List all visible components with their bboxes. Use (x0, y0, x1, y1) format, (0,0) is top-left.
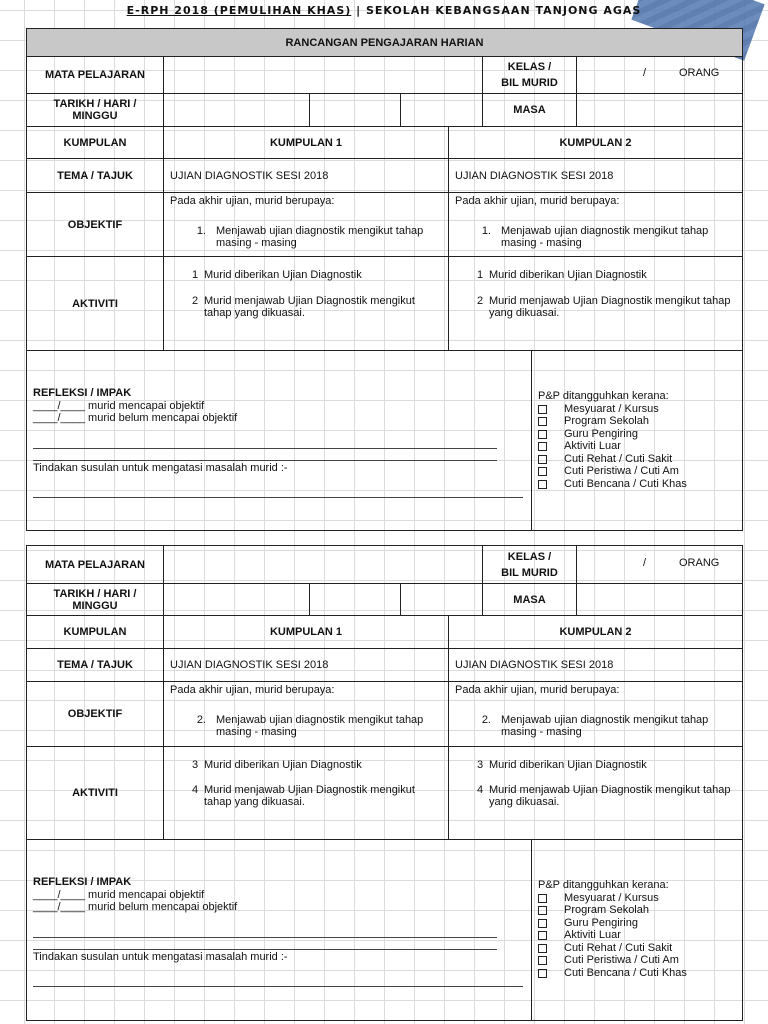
row-kumpulan (27, 127, 742, 159)
label-tarikh (27, 584, 164, 615)
refleksi-writing-line[interactable] (33, 460, 497, 461)
tema-kumpulan-1: UJIAN DIAGNOSTIK SESI 2018 (164, 159, 449, 192)
checkbox-icon[interactable] (538, 467, 547, 476)
field-hari[interactable] (310, 94, 401, 126)
label-tema: TEMA / TAJUK (27, 159, 164, 192)
pp-option[interactable] (538, 415, 649, 427)
form-title: RANCANGAN PENGAJARAN HARIAN (27, 29, 742, 57)
objektif-item (170, 714, 442, 738)
field-kelas[interactable] (577, 546, 742, 583)
row-tarikh (27, 94, 742, 127)
label-masa: MASA (483, 94, 577, 126)
pp-heading: P&P ditangguhkan kerana: (538, 879, 669, 891)
pp-option-label: Cuti Bencana / Cuti Khas (564, 478, 687, 490)
checkbox-icon[interactable] (538, 442, 547, 451)
objektif-kumpulan-1 (164, 682, 449, 746)
label-kumpulan-2: KUMPULAN 2 (559, 626, 632, 638)
aktiviti-number: 3 (477, 759, 484, 771)
pp-option[interactable] (538, 892, 659, 904)
objektif-text: Menjawab ujian diagnostik mengikut tahap masing - masing (501, 225, 709, 249)
field-mata-pelajaran[interactable] (164, 546, 483, 583)
aktiviti-item (455, 784, 736, 808)
pp-option-label: Mesyuarat / Kursus (564, 403, 659, 415)
refleksi-capai: ____/____ murid mencapai objektif (33, 400, 205, 412)
label-kumpulan: KUMPULAN (27, 616, 164, 648)
kelas-orang: ORANG (679, 67, 720, 79)
aktiviti-item (170, 784, 442, 808)
aktiviti-text: Murid diberikan Ujian Diagnostik (489, 759, 647, 771)
pp-option-label: Aktiviti Luar (564, 440, 621, 452)
checkbox-icon[interactable] (538, 906, 547, 915)
pp-option[interactable] (538, 942, 672, 954)
tindakan-susulan-label: Tindakan susulan untuk mengatasi masalah murid :- (33, 951, 288, 963)
refleksi-belum-capai: ____/____ murid belum mencapai objektif (33, 412, 238, 424)
rph-form-1 (26, 28, 743, 531)
pp-option[interactable] (538, 440, 621, 452)
objektif-intro: Pada akhir ujian, murid berupaya: (455, 684, 620, 696)
field-hari[interactable] (310, 584, 401, 615)
aktiviti-kumpulan-1 (164, 747, 449, 839)
objektif-number: 2. (196, 714, 206, 726)
checkbox-icon[interactable] (538, 455, 547, 464)
pp-option-label: Cuti Peristiwa / Cuti Am (564, 954, 679, 966)
row-aktiviti (27, 747, 742, 840)
header-separator: | (351, 4, 366, 17)
aktiviti-text: Murid menjawab Ujian Diagnostik mengikut tahap yang dikuasai. (204, 784, 415, 808)
aktiviti-text: Murid diberikan Ujian Diagnostik (204, 759, 362, 771)
field-mata-pelajaran[interactable] (164, 57, 483, 93)
aktiviti-text: Murid diberikan Ujian Diagnostik (204, 269, 362, 281)
checkbox-icon[interactable] (538, 919, 547, 928)
label-objektif: OBJEKTIF (27, 682, 164, 746)
label-tarikh-line1: TARIKH / HARI / (53, 587, 137, 600)
kelas-slash: / (643, 557, 647, 569)
checkbox-icon[interactable] (538, 931, 547, 940)
pp-option-label: Program Sekolah (564, 415, 649, 427)
refleksi-section (27, 840, 532, 1020)
tema-kumpulan-2: UJIAN DIAGNOSTIK SESI 2018 (455, 169, 614, 182)
aktiviti-text: Murid menjawab Ujian Diagnostik mengikut tahap yang dikuasai. (489, 784, 731, 808)
objektif-text: Menjawab ujian diagnostik mengikut tahap masing - masing (216, 225, 424, 249)
objektif-number: 1. (481, 225, 491, 237)
pp-option-label: Cuti Peristiwa / Cuti Am (564, 465, 679, 477)
objektif-item (455, 714, 736, 738)
label-tarikh-line2: MINGGU (72, 599, 118, 612)
header-right: SEKOLAH KEBANGSAAN TANJONG AGAS (365, 4, 642, 17)
label-kelas (483, 546, 577, 583)
tema-kumpulan-1: UJIAN DIAGNOSTIK SESI 2018 (164, 649, 449, 681)
row-refleksi (27, 351, 742, 530)
row-refleksi (27, 840, 742, 1020)
tindakan-writing-line[interactable] (33, 986, 523, 987)
objektif-number: 2. (481, 714, 491, 726)
aktiviti-item (455, 269, 736, 281)
pp-option-label: Guru Pengiring (564, 428, 638, 440)
label-tema: TEMA / TAJUK (27, 649, 164, 681)
tindakan-susulan-label: Tindakan susulan untuk mengatasi masalah murid :- (33, 462, 288, 474)
row-mata-pelajaran (27, 57, 742, 94)
pp-option[interactable] (538, 453, 672, 465)
label-kelas-line2: BIL MURID (501, 77, 558, 89)
pp-option[interactable] (538, 967, 687, 979)
row-aktiviti (27, 257, 742, 351)
objektif-text: Menjawab ujian diagnostik mengikut tahap masing - masing (501, 714, 709, 738)
pp-option-label: Aktiviti Luar (564, 929, 621, 941)
field-minggu[interactable] (401, 584, 483, 615)
label-kelas-line2: BIL MURID (501, 566, 558, 579)
pp-option-label: Cuti Bencana / Cuti Khas (564, 967, 687, 979)
row-objektif (27, 193, 742, 257)
objektif-item (170, 225, 442, 249)
pp-option[interactable] (538, 403, 659, 415)
aktiviti-number: 1 (192, 269, 199, 281)
aktiviti-item (170, 295, 442, 319)
label-aktiviti: AKTIVITI (27, 257, 164, 350)
rph-form-2 (26, 545, 743, 1021)
label-kelas-line1: KELAS / (507, 550, 552, 563)
checkbox-icon[interactable] (538, 430, 547, 439)
pp-option-label: Mesyuarat / Kursus (564, 892, 659, 904)
pp-option[interactable] (538, 465, 679, 477)
aktiviti-item (455, 295, 736, 319)
refleksi-writing-line[interactable] (33, 448, 497, 449)
field-tarikh[interactable] (164, 94, 310, 126)
aktiviti-item (170, 269, 442, 281)
objektif-item (455, 225, 736, 249)
objektif-intro: Pada akhir ujian, murid berupaya: (170, 195, 335, 207)
aktiviti-number: 2 (192, 295, 199, 307)
aktiviti-kumpulan-1 (164, 257, 449, 350)
label-tarikh-line1: TARIKH / HARI / (53, 98, 137, 110)
label-tarikh-line2: MINGGU (72, 110, 118, 122)
objektif-text: Menjawab ujian diagnostik mengikut tahap masing - masing (216, 714, 424, 738)
label-kumpulan-2: KUMPULAN 2 (559, 136, 632, 149)
label-kelas (483, 57, 577, 93)
pp-heading: P&P ditangguhkan kerana: (538, 390, 669, 402)
refleksi-belum-capai: ____/____ murid belum mencapai objektif (33, 901, 238, 913)
objektif-intro: Pada akhir ujian, murid berupaya: (170, 684, 335, 696)
aktiviti-number: 4 (192, 784, 199, 796)
tema-kumpulan-2: UJIAN DIAGNOSTIK SESI 2018 (455, 659, 614, 671)
objektif-kumpulan-2 (449, 682, 742, 746)
refleksi-writing-line[interactable] (33, 949, 497, 950)
label-aktiviti: AKTIVITI (27, 747, 164, 839)
aktiviti-text: Murid diberikan Ujian Diagnostik (489, 269, 647, 281)
checkbox-icon[interactable] (538, 417, 547, 426)
row-tema (27, 159, 742, 193)
row-kumpulan (27, 616, 742, 649)
kelas-orang: ORANG (679, 557, 720, 569)
checkbox-icon[interactable] (538, 480, 547, 489)
row-mata-pelajaran (27, 546, 742, 584)
kelas-slash: / (643, 67, 647, 79)
aktiviti-item (170, 759, 442, 771)
aktiviti-text: Murid menjawab Ujian Diagnostik mengikut tahap yang dikuasai. (489, 295, 731, 319)
aktiviti-number: 2 (477, 295, 484, 307)
pp-option[interactable] (538, 954, 679, 966)
label-kumpulan-1: KUMPULAN 1 (164, 616, 449, 648)
aktiviti-number: 4 (477, 784, 484, 796)
label-kumpulan: KUMPULAN (27, 127, 164, 158)
aktiviti-kumpulan-2 (449, 257, 742, 350)
objektif-kumpulan-2 (449, 193, 742, 256)
label-masa: MASA (483, 584, 577, 615)
aktiviti-kumpulan-2 (449, 747, 742, 839)
objektif-intro: Pada akhir ujian, murid berupaya: (455, 195, 620, 207)
pp-option-label: Cuti Rehat / Cuti Sakit (564, 942, 673, 954)
pp-option-label: Guru Pengiring (564, 917, 638, 929)
row-tema (27, 649, 742, 682)
tindakan-writing-line[interactable] (33, 497, 523, 498)
pp-option[interactable] (538, 478, 687, 490)
label-mata-pelajaran: MATA PELAJARAN (27, 57, 164, 93)
field-tarikh[interactable] (164, 584, 310, 615)
label-objektif: OBJEKTIF (27, 193, 164, 256)
pp-option[interactable] (538, 904, 649, 916)
objektif-kumpulan-1 (164, 193, 449, 256)
pp-option-label: Program Sekolah (564, 904, 649, 916)
field-masa[interactable] (577, 94, 742, 126)
checkbox-icon[interactable] (538, 969, 547, 978)
checkbox-icon[interactable] (538, 944, 547, 953)
aktiviti-text: Murid menjawab Ujian Diagnostik mengikut tahap yang dikuasai. (204, 295, 415, 319)
aktiviti-number: 3 (192, 759, 199, 771)
label-kelas-line1: KELAS / (507, 61, 552, 73)
pp-option-label: Cuti Rehat / Cuti Sakit (564, 453, 673, 465)
objektif-number: 1. (196, 225, 206, 237)
checkbox-icon[interactable] (538, 405, 547, 414)
label-tarikh (27, 94, 164, 126)
label-mata-pelajaran: MATA PELAJARAN (27, 546, 164, 583)
field-masa[interactable] (577, 584, 742, 615)
pp-ditangguhkan-section (532, 840, 742, 1020)
refleksi-title: REFLEKSI / IMPAK (33, 387, 132, 399)
page-header (0, 4, 768, 17)
refleksi-section (27, 351, 532, 530)
row-tarikh (27, 584, 742, 616)
label-kumpulan-1: KUMPULAN 1 (164, 127, 449, 158)
refleksi-writing-line[interactable] (33, 937, 497, 938)
checkbox-icon[interactable] (538, 894, 547, 903)
checkbox-icon[interactable] (538, 956, 547, 965)
field-kelas[interactable] (577, 57, 742, 93)
aktiviti-item (455, 759, 736, 771)
aktiviti-number: 1 (477, 269, 484, 281)
pp-option[interactable] (538, 917, 638, 929)
refleksi-title: REFLEKSI / IMPAK (33, 876, 132, 888)
header-left: E-RPH 2018 (PEMULIHAN KHAS) (126, 4, 352, 17)
row-objektif (27, 682, 742, 747)
pp-option[interactable] (538, 428, 638, 440)
refleksi-capai: ____/____ murid mencapai objektif (33, 889, 205, 901)
pp-option[interactable] (538, 929, 621, 941)
pp-ditangguhkan-section (532, 351, 742, 530)
field-minggu[interactable] (401, 94, 483, 126)
